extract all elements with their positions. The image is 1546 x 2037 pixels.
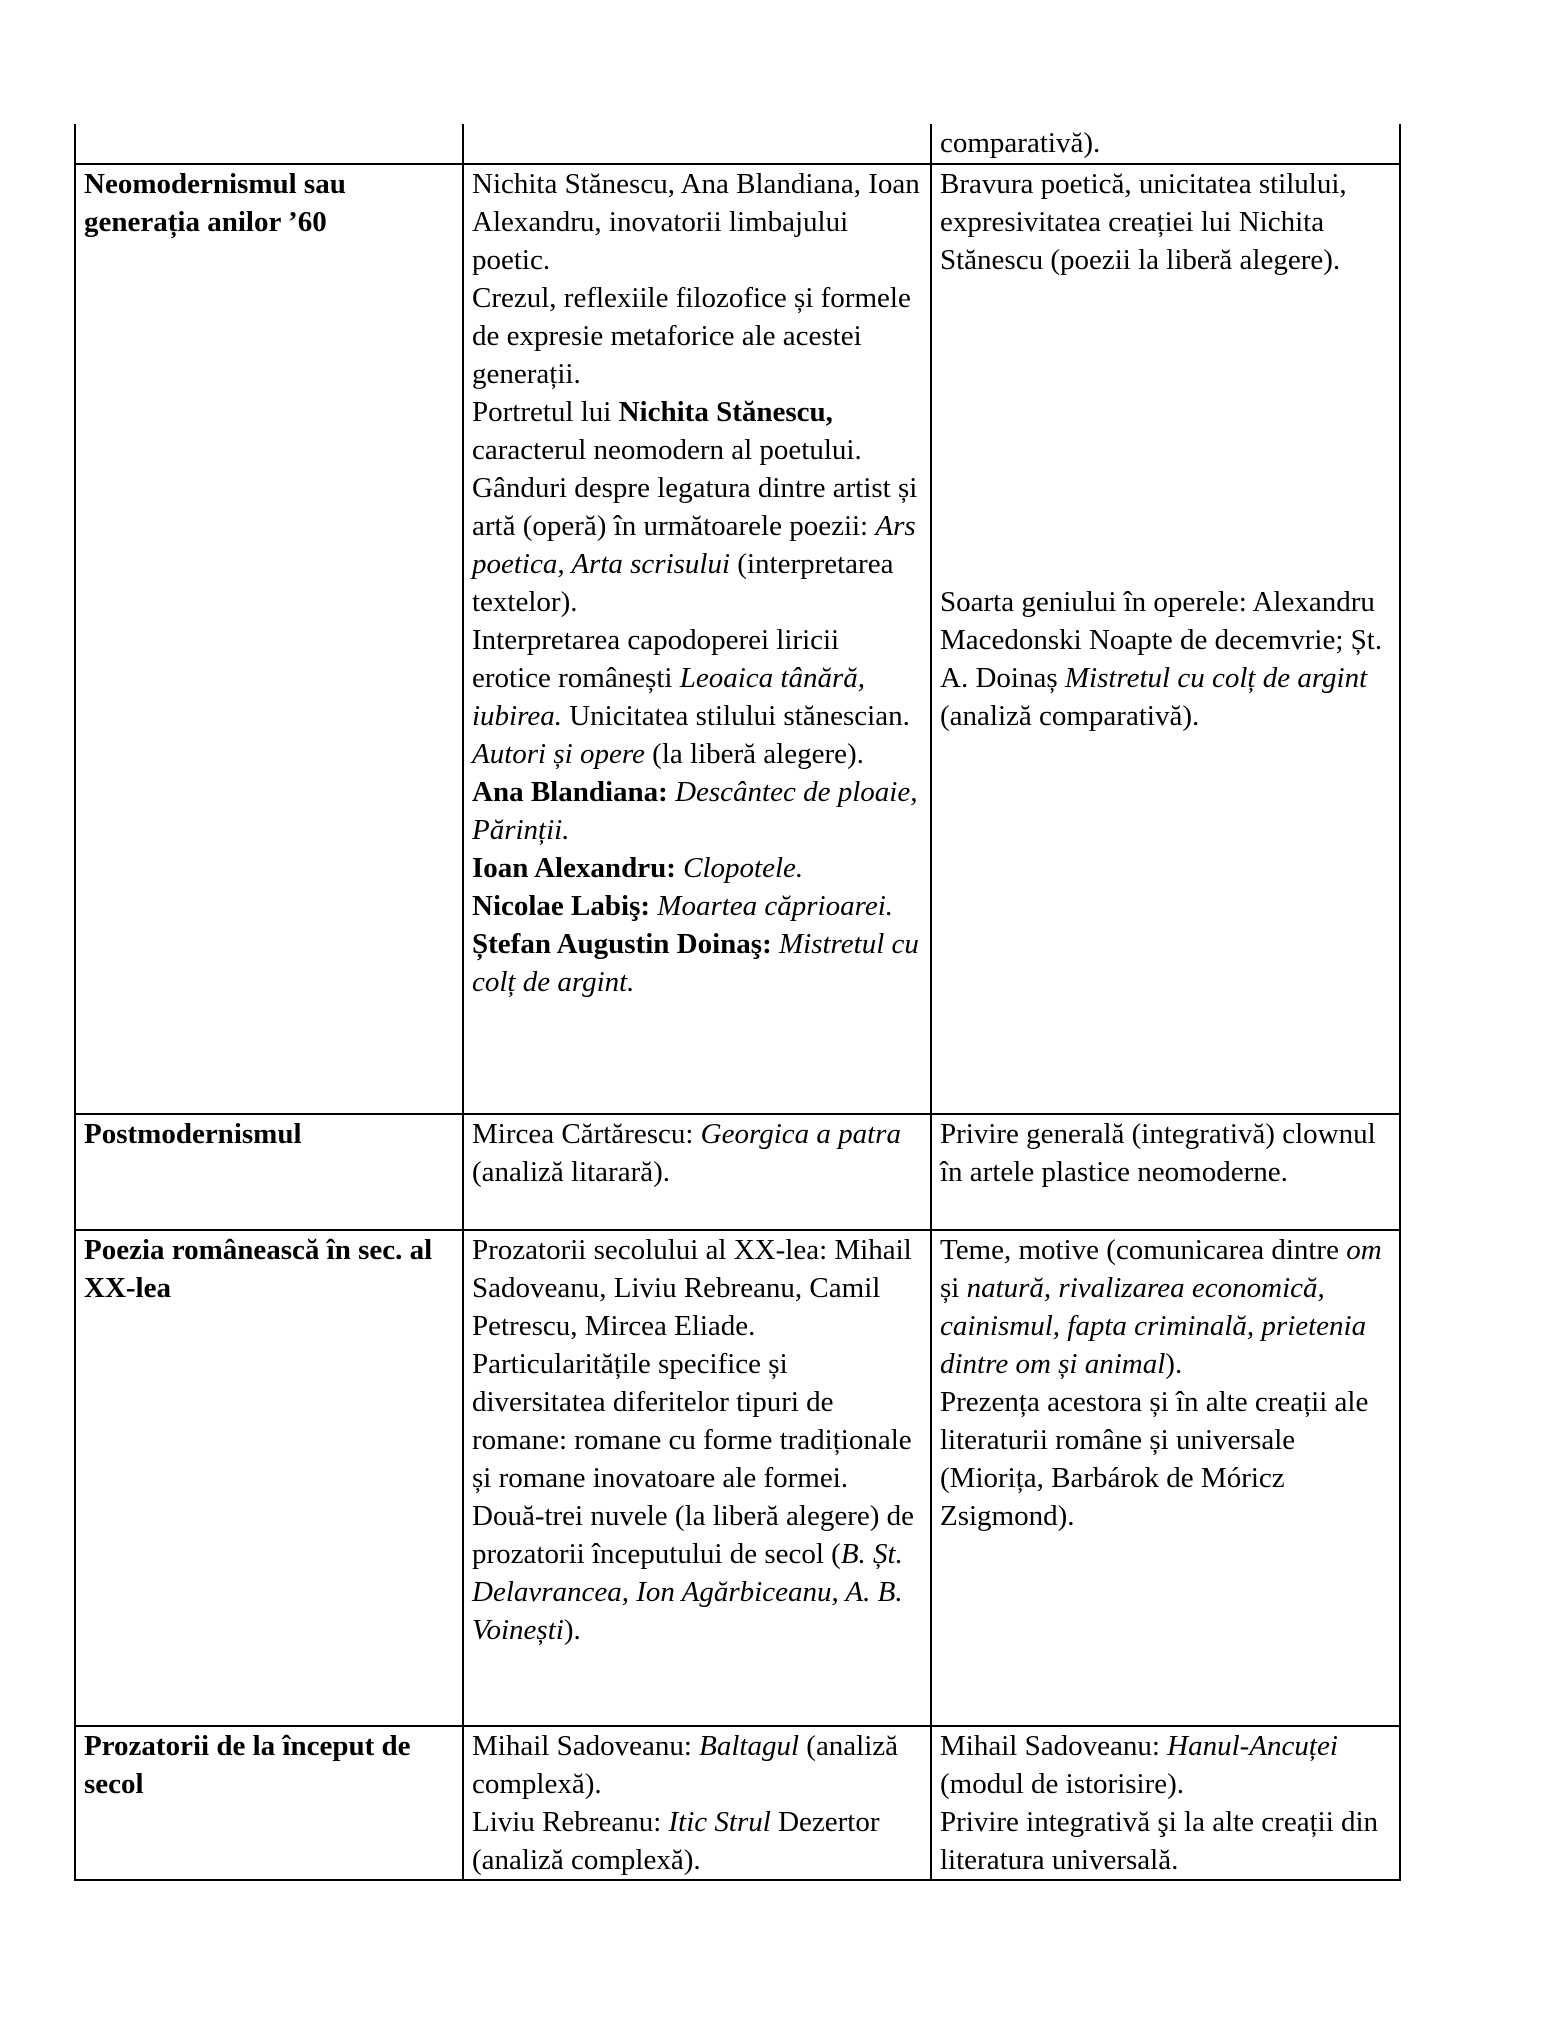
table-row xyxy=(75,1230,1400,1726)
content-paragraph: Nichita Stănescu, Ana Blandiana, Ioan Alexandru, inovatorii limbajului poetic. xyxy=(472,168,920,276)
activities-paragraph: Privire integrativă şi la alte creații din literatura universală. xyxy=(940,1806,1379,1876)
text-run: (analiză complexă). xyxy=(472,1730,899,1800)
content-paragraph xyxy=(472,1727,924,1803)
activities-cell xyxy=(931,1726,1400,1880)
work-title: Hanul-Ancuței xyxy=(1167,1730,1338,1762)
text-run: Gânduri despre legatura dintre artist și artă (operă) în următoarele poezii: xyxy=(472,472,918,542)
content-paragraph xyxy=(472,1803,924,1879)
table-row xyxy=(75,164,1400,1114)
table-row xyxy=(75,1114,1400,1230)
content-paragraph: Crezul, reflexiile filozofice și formele de expresie metaforice ale acestei generații. xyxy=(472,282,911,390)
author-name: Ana Blandiana: xyxy=(472,776,668,808)
text-run: (analiză litarară). xyxy=(472,1156,671,1188)
content-paragraph: Particularitățile specifice și diversitatea diferitelor tipuri de romane: romane cu forme tradiționale și romane inovatoare ale formei. xyxy=(472,1348,912,1494)
activities-paragraph xyxy=(940,1231,1393,1383)
topic-cell xyxy=(75,1114,463,1230)
content-cell xyxy=(463,1726,931,1880)
text-run: Unicitatea stilului stănescian. xyxy=(561,700,910,732)
table-row xyxy=(75,124,1400,164)
text-run: ). xyxy=(1165,1348,1183,1380)
curriculum-table xyxy=(74,124,1401,1881)
content-paragraph xyxy=(472,393,924,469)
content-cell xyxy=(463,124,931,164)
text-run: Dezertor (analiză complexă). xyxy=(472,1806,880,1876)
text-run: (la liberă alegere). xyxy=(644,738,864,770)
activities-cell xyxy=(931,164,1400,1114)
activities-paragraph xyxy=(940,583,1393,735)
content-paragraph xyxy=(472,1497,924,1649)
content-paragraph xyxy=(472,469,924,621)
work-title: Moartea căprioarei. xyxy=(650,890,894,922)
activities-cell xyxy=(931,124,1400,164)
work-title: Ars poetica, Arta scrisului xyxy=(472,510,916,580)
text-run: caracterul neomodern al poetului. xyxy=(472,434,862,466)
work-title: Leoaica tânără, iubirea. xyxy=(472,662,866,732)
activities-paragraph: Bravura poetică, unicitatea stilului, expresivitatea creației lui Nichita Stănescu (poezii la liberă alegere). xyxy=(940,168,1347,276)
topic-cell xyxy=(75,124,463,164)
topic-cell xyxy=(75,164,463,1114)
text-run: Soarta geniului în operele: Alexandru Macedonski Noapte de decemvrie; Șt. A. Doinaș xyxy=(940,586,1383,694)
activities-cell xyxy=(931,1230,1400,1726)
author-name: Mircea Cărtărescu: xyxy=(472,1118,701,1150)
activities-text: Privire generală (integrativă) clownul în artele plastice neomoderne. xyxy=(940,1118,1376,1188)
text-run: om xyxy=(1346,1234,1382,1266)
work-title: Georgica a patra xyxy=(700,1118,901,1150)
author-name: Liviu Rebreanu: xyxy=(472,1806,669,1838)
topic-text: Prozatorii de la început de secol xyxy=(84,1730,411,1800)
content-paragraph xyxy=(472,773,924,849)
work-title: Itic Strul xyxy=(668,1806,771,1838)
content-cell xyxy=(463,164,931,1114)
author-name: Mihail Sadoveanu: xyxy=(940,1730,1168,1762)
text-run: Interpretarea capodoperei liricii erotice românești xyxy=(472,624,840,694)
content-paragraph: Prozatorii secolului al XX-lea: Mihail Sadoveanu, Liviu Rebreanu, Camil Petrescu, Mircea Eliade. xyxy=(472,1234,912,1342)
topic-cell xyxy=(75,1726,463,1880)
work-title: Mistretul cu colț de argint xyxy=(1064,662,1368,694)
text-run: ). xyxy=(563,1614,581,1646)
text-run: (modul de istorisire). xyxy=(940,1768,1185,1800)
text-run: Două-trei nuvele (la liberă alegere) de prozatorii începutului de secol ( xyxy=(472,1500,914,1570)
table-row xyxy=(75,1726,1400,1880)
content-paragraph xyxy=(472,621,924,735)
author-name: Ștefan Augustin Doinaş: xyxy=(472,928,772,960)
work-title: Clopotele. xyxy=(675,852,804,884)
text-run: (analiză comparativă). xyxy=(940,700,1200,732)
text-run: Autori și opere xyxy=(472,738,645,770)
text-run: și xyxy=(940,1272,967,1304)
work-title: Descântec de ploaie, Părinții. xyxy=(472,776,918,846)
content-cell xyxy=(463,1230,931,1726)
topic-cell xyxy=(75,1230,463,1726)
author-name: Mihail Sadoveanu: xyxy=(472,1730,700,1762)
activities-cell xyxy=(931,1114,1400,1230)
activities-text: comparativă). xyxy=(940,127,1101,159)
text-run: (interpretarea textelor). xyxy=(472,548,894,618)
text-run: Teme, motive (comunicarea dintre xyxy=(940,1234,1347,1266)
topic-text: Neomodernismul sau generația anilor ’60 xyxy=(84,168,346,238)
author-name: Nicolae Labiş: xyxy=(472,890,651,922)
work-title: Baltagul xyxy=(699,1730,800,1762)
content-paragraph xyxy=(472,849,924,887)
text-run: Portretul lui xyxy=(472,396,619,428)
topic-text: Poezia românească în sec. al XX-lea xyxy=(84,1234,433,1304)
content-paragraph xyxy=(472,887,924,1001)
work-title: B. Șt. Delavrancea, Ion Agărbiceanu, A. B. Voinești xyxy=(472,1538,903,1646)
content-paragraph xyxy=(472,735,924,773)
text-run: natură, rivalizarea economică, cainismul, fapta criminală, prietenia dintre om și animal xyxy=(940,1272,1367,1380)
activities-paragraph xyxy=(940,1727,1393,1803)
topic-text: Postmodernismul xyxy=(84,1118,302,1150)
work-title: Mistretul cu colț de argint. xyxy=(472,928,919,998)
activities-paragraph: Prezența acestora și în alte creații ale literaturii române și universale (Miorița, Barbárok de Móricz Zsigmond). xyxy=(940,1386,1369,1532)
author-name: Ioan Alexandru: xyxy=(472,852,676,884)
author-name: Nichita Stănescu, xyxy=(618,396,833,428)
content-cell xyxy=(463,1114,931,1230)
